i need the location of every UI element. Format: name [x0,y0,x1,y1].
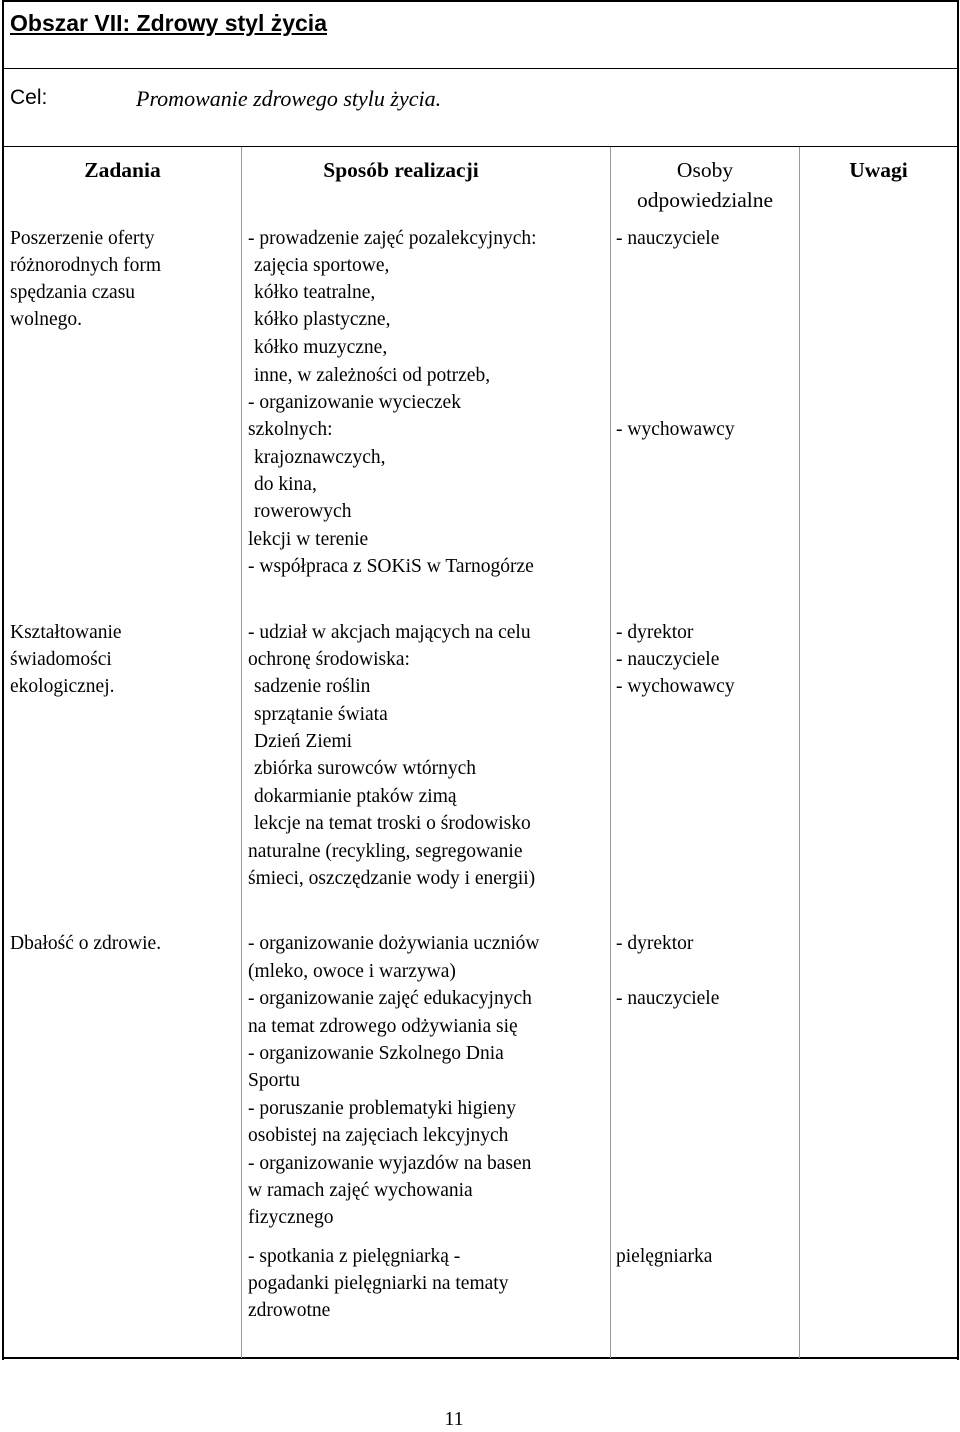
frame-left [2,0,4,1360]
frame-top [2,0,958,2]
task-line: Kształtowanie [10,622,122,643]
method-line: dokarmianie ptaków zimą [254,786,457,807]
col-divider-1 [241,147,242,1358]
column-header-method: Sposób realizacji [323,158,479,182]
method-line: - organizowanie dożywiania uczniów [248,933,540,954]
method-line: inne, w zależności od potrzeb, [254,365,491,386]
method-line: Sportu [248,1070,301,1091]
person-line: - nauczyciele [616,988,720,1009]
column-header-persons-2: odpowiedzialne [636,188,774,212]
method-line: - współpraca z SOKiS w Tarnogórze [248,556,534,577]
person-line: pielęgniarka [616,1246,713,1267]
method-line: - poruszanie problematyki higieny [248,1098,517,1119]
method-line: fizycznego [248,1207,334,1228]
divider-cel [2,146,958,147]
column-header-notes: Uwagi [849,158,908,182]
method-line: zbiórka surowców wtórnych [254,758,477,779]
method-line: - organizowanie wycieczek [248,392,461,413]
col-divider-2 [610,147,611,1358]
task-line: ekologicznej. [10,676,115,697]
method-line: zajęcia sportowe, [254,255,390,276]
method-line: śmieci, oszczędzanie wody i energii) [248,868,536,889]
frame-bottom [2,1357,958,1359]
method-line: kółko muzyczne, [254,337,388,358]
method-line: - prowadzenie zajęć pozalekcyjnych: [248,228,537,249]
person-line: - dyrektor [616,622,694,643]
person-line: - wychowawcy [616,419,735,440]
goal-value: Promowanie zdrowego stylu życia. [136,86,442,111]
method-line: na temat zdrowego odżywiania się [248,1016,518,1037]
task-line: Poszerzenie oferty [10,228,155,249]
method-line: - udział w akcjach mających na celu [248,622,531,643]
method-line: sprzątanie świata [254,704,388,725]
divider-title [2,68,958,69]
person-line: - wychowawcy [616,676,735,697]
method-line: (mleko, owoce i warzywa) [248,961,456,982]
method-line: osobistej na zajęciach lekcyjnych [248,1125,509,1146]
method-line: do kina, [254,474,317,495]
column-header-persons: Osoby [676,158,734,182]
method-line: kółko teatralne, [254,282,376,303]
goal-label: Cel: [10,86,48,109]
method-line: kółko plastyczne, [254,309,391,330]
method-line: pogadanki pielęgniarki na tematy [248,1273,509,1294]
person-line: - nauczyciele [616,649,720,670]
frame-right [957,0,959,1360]
task-line: wolnego. [10,309,83,330]
task-line: spędzania czasu [10,282,136,303]
method-line: lekcji w terenie [248,529,369,550]
method-line: - spotkania z pielęgniarką - [248,1246,461,1267]
method-line: sadzenie roślin [254,676,371,697]
person-line: - dyrektor [616,933,694,954]
col-divider-3 [799,147,800,1358]
method-line: zdrowotne [248,1300,331,1321]
method-line: krajoznawczych, [254,447,386,468]
method-line: ochronę środowiska: [248,649,410,670]
method-line: - organizowanie wyjazdów na basen [248,1153,532,1174]
method-line: szkolnych: [248,419,333,440]
method-line: - organizowanie zajęć edukacyjnych [248,988,532,1009]
page-title: Obszar VII: Zdrowy styl życia [10,10,327,36]
method-line: - organizowanie Szkolnego Dnia [248,1043,504,1064]
task-line: Dbałość o zdrowie. [10,933,162,954]
task-line: świadomości [10,649,112,670]
method-line: lekcje na temat troski o środowisko [254,813,531,834]
column-header-tasks: Zadania [84,158,161,182]
task-line: różnorodnych form [10,255,162,276]
page-number: 11 [444,1408,464,1430]
method-line: rowerowych [254,501,352,522]
person-line: - nauczyciele [616,228,720,249]
method-line: Dzień Ziemi [254,731,353,752]
method-line: w ramach zajęć wychowania [248,1180,473,1201]
method-line: naturalne (recykling, segregowanie [248,841,523,862]
